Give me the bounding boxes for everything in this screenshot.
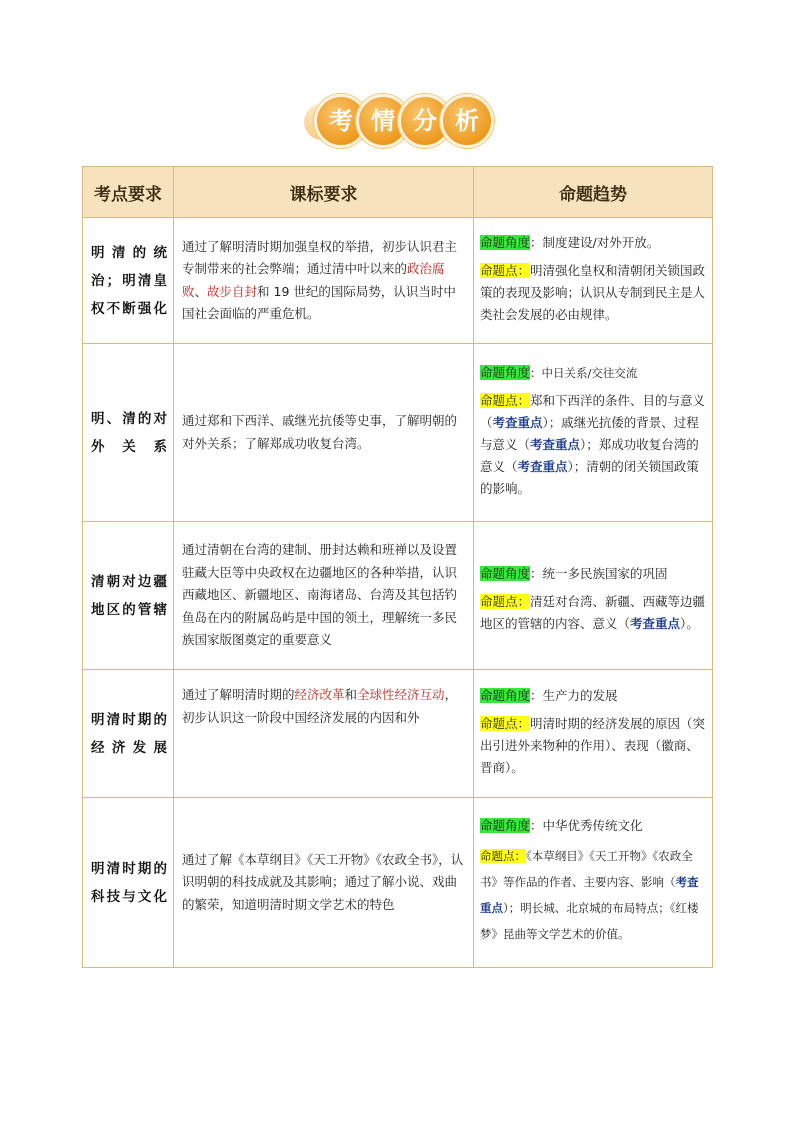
point-text: ）；戚继光抗倭的背景、过程与意义（ bbox=[480, 414, 699, 452]
table-row bbox=[83, 344, 713, 522]
header-exam-points: 考点要求 bbox=[83, 167, 174, 218]
point-label: 命题点： bbox=[480, 392, 531, 408]
point-text: ）。 bbox=[680, 615, 699, 631]
point-text: 《本草纲目》《天工开物》《农政全书》等作品的作者、主要内容、影响（ bbox=[480, 848, 693, 889]
key-point-tag: 考查重点 bbox=[630, 615, 681, 631]
point-text: 明清时期的经济发展的原因（突出引进外来物种的作用）、表现（徽商、晋商）。 bbox=[480, 715, 706, 775]
table-row bbox=[83, 798, 713, 968]
analysis-table bbox=[82, 166, 713, 968]
point-text: 清廷对台湾、新疆、西藏等边疆地区的管辖的内容、意义（ bbox=[480, 593, 706, 631]
point-text: ）；明长城、北京城的布局特点；《红楼梦》昆曲等文学艺术的价值。 bbox=[480, 900, 699, 941]
table-row bbox=[83, 522, 713, 670]
point-text: ）；郑成功收复台湾的意义（ bbox=[480, 436, 699, 474]
row-trend bbox=[474, 344, 713, 522]
point-label: 命题点： bbox=[480, 715, 531, 731]
row-trend bbox=[474, 218, 713, 344]
row-topic: 明清时期的科技与文化 bbox=[83, 798, 174, 968]
standard-red-term: 经济改革 bbox=[294, 687, 345, 702]
angle-text: ：生产力的发展 bbox=[530, 687, 618, 703]
point-text: 明清强化皇权和清朝闭关锁国政策的表现及影响；认识从专制到民主是人类社会发展的必由规律。 bbox=[480, 262, 706, 322]
standard-red-term: 故步自封 bbox=[207, 283, 258, 299]
title-char-4: 析 bbox=[440, 94, 494, 148]
row-topic: 明、清的对外关系 bbox=[83, 344, 174, 522]
title-char-2: 情 bbox=[356, 94, 410, 148]
point-label: 命题点： bbox=[480, 848, 526, 863]
angle-label: 命题角度 bbox=[480, 687, 531, 703]
row-standard: 通过了解《本草纲目》《天工开物》《农政全书》，认识明朝的科技成就及其影响；通过了解小说、戏曲的繁荣，知道明清时期文学艺术的特色 bbox=[174, 798, 474, 968]
row-topic: 明清的统治；明清皇权不断强化 bbox=[83, 218, 174, 344]
angle-label: 命题角度 bbox=[480, 565, 531, 581]
table-header-row bbox=[83, 167, 713, 218]
standard-red-term: 全球性经济互动 bbox=[357, 687, 445, 702]
row-standard: 通过郑和下西洋、戚继光抗倭等史事，了解明朝的对外关系；了解郑成功收复台湾。 bbox=[174, 344, 474, 522]
angle-label: 命题角度 bbox=[480, 234, 531, 250]
standard-text: ，初步认识这一阶段中国经济发展的内因和外 bbox=[182, 687, 458, 725]
row-trend bbox=[474, 670, 713, 798]
title-char-1: 考 bbox=[314, 94, 368, 148]
row-standard: 通过清朝在台湾的建制、册封达赖和班禅以及设置驻藏大臣等中央政权在边疆地区的各种举措，认识西藏地区、新疆地区、南海诸岛、台湾及其包括钓鱼岛在内的附属岛屿是中国的领土，理解统一多民族国家版图奠定的重要意义 bbox=[174, 522, 474, 670]
point-label: 命题点： bbox=[480, 593, 531, 609]
point-text: 郑和下西洋的条件、目的与意义（ bbox=[480, 392, 706, 430]
standard-mid: 和 bbox=[344, 687, 358, 702]
key-point-tag: 考查重点 bbox=[480, 874, 699, 915]
key-point-tag: 考查重点 bbox=[492, 414, 543, 430]
row-trend bbox=[474, 522, 713, 670]
point-label: 命题点： bbox=[480, 262, 531, 278]
header-curriculum: 课标要求 bbox=[174, 167, 474, 218]
point-text: ）；清朝的闭关锁国政策的影响。 bbox=[480, 458, 699, 496]
table-row bbox=[83, 218, 713, 344]
table-row bbox=[83, 670, 713, 798]
standard-text: 通过了解明清时期加强皇权的举措，初步认识君主专制带来的社会弊端；通过清中叶以来的 bbox=[182, 238, 458, 276]
angle-text: ：统一多民族国家的巩固 bbox=[530, 565, 668, 581]
standard-sep: 、 bbox=[194, 283, 208, 299]
row-topic: 清朝对边疆地区的管辖 bbox=[83, 522, 174, 670]
angle-text: ：中日关系/交往交流 bbox=[530, 365, 638, 380]
key-point-tag: 考查重点 bbox=[530, 436, 581, 452]
standard-text: 通过了解明清时期的 bbox=[182, 687, 295, 702]
row-trend bbox=[474, 798, 713, 968]
row-topic: 明清时期的经济发展 bbox=[83, 670, 174, 798]
row-standard bbox=[174, 670, 474, 798]
angle-label: 命题角度 bbox=[480, 817, 531, 833]
angle-text: ：制度建设/对外开放。 bbox=[530, 234, 660, 250]
section-title bbox=[0, 94, 794, 150]
angle-label: 命题角度 bbox=[480, 364, 531, 380]
header-trend: 命题趋势 bbox=[474, 167, 713, 218]
row-standard bbox=[174, 218, 474, 344]
key-point-tag: 考查重点 bbox=[517, 458, 568, 474]
standard-red-term: 政治腐败 bbox=[182, 261, 445, 299]
standard-text: 和 19 世纪的国际局势，认识当时中国社会面临的严重危机。 bbox=[182, 283, 456, 321]
angle-text: ：中华优秀传统文化 bbox=[530, 817, 643, 833]
title-char-3: 分 bbox=[398, 94, 452, 148]
